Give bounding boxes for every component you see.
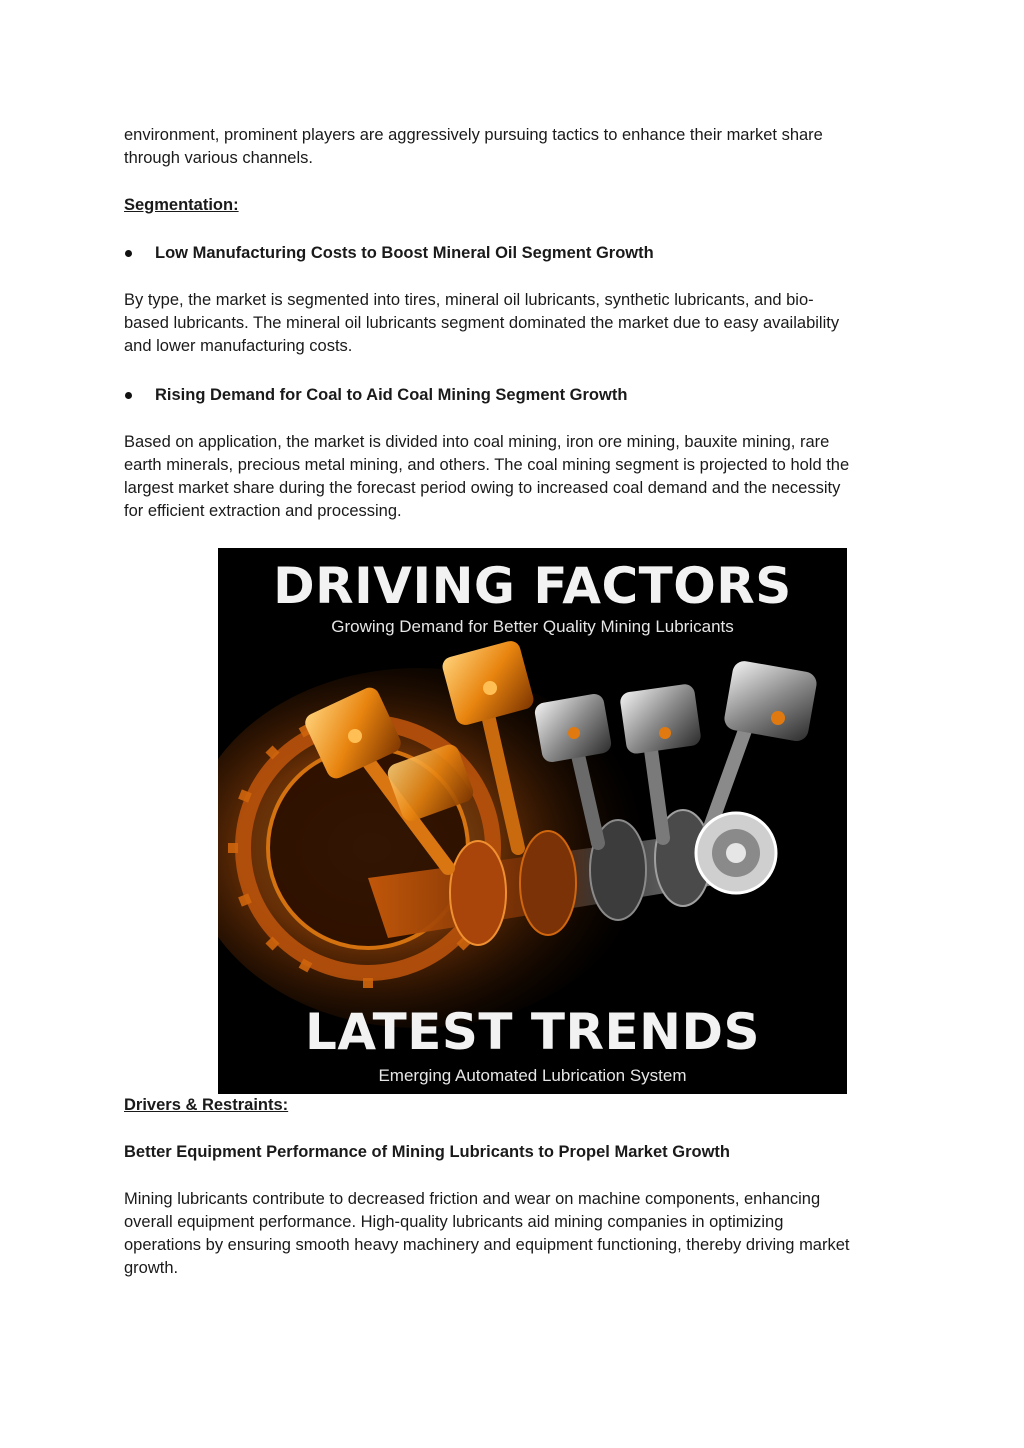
drivers-line-4: growth. — [124, 1259, 179, 1277]
intro-line-2: through various channels. — [124, 149, 313, 167]
small-gear-icon — [696, 813, 776, 893]
type-line-1: By type, the market is segmented into tires, mineral oil lubricants, synthetic lubricants, and bio- — [124, 291, 814, 309]
type-line-2: based lubricants. The mineral oil lubricants segment dominated the market due to easy availability — [124, 314, 840, 332]
type-paragraph — [124, 289, 904, 358]
graphic-subtitle-bottom: Emerging Automated Lubrication System — [378, 1066, 687, 1085]
bullet-icon — [125, 392, 132, 399]
application-line-4: for efficient extraction and processing. — [124, 502, 402, 520]
drivers-line-1: Mining lubricants contribute to decreased friction and wear on machine components, enhancing — [124, 1190, 821, 1208]
drivers-line-3: operations by ensuring smooth heavy machinery and equipment functioning, thereby driving market — [124, 1236, 850, 1254]
drivers-line-2: overall equipment performance. High-quality lubricants aid mining companies in optimizing — [124, 1213, 784, 1231]
driving-factors-graphic — [218, 548, 847, 1094]
application-line-1: Based on application, the market is divided into coal mining, iron ore mining, bauxite mining, rare — [124, 433, 830, 451]
bullet-icon — [125, 250, 132, 257]
graphic-title-bottom: LATEST TRENDS — [304, 1003, 761, 1061]
application-line-3: largest market share during the forecast period owing to increased coal demand and the necessity — [124, 479, 841, 497]
segmentation-heading: Segmentation: — [124, 196, 239, 214]
drivers-heading: Drivers & Restraints: — [124, 1096, 289, 1114]
intro-line-1: environment, prominent players are aggressively pursuing tactics to enhance their market share — [124, 126, 823, 144]
drivers-paragraph — [124, 1188, 904, 1280]
intro-paragraph — [124, 124, 904, 170]
piston-silver-3 — [723, 659, 819, 743]
piston-silver-1 — [533, 692, 612, 763]
piston-silver-2 — [619, 683, 702, 755]
bullet-text: Low Manufacturing Costs to Boost Mineral Oil Segment Growth — [155, 244, 654, 262]
graphic-subtitle-top: Growing Demand for Better Quality Mining Lubricants — [331, 617, 734, 636]
application-line-2: earth minerals, precious metal mining, and others. The coal mining segment is projected to hold the — [124, 456, 850, 474]
bullet-text: Rising Demand for Coal to Aid Coal Mining Segment Growth — [155, 386, 628, 404]
bullet-item-mineral-oil — [124, 242, 904, 265]
type-line-3: and lower manufacturing costs. — [124, 337, 353, 355]
graphic-title-top: DRIVING FACTORS — [273, 557, 792, 615]
bullet-item-coal-mining — [124, 384, 904, 407]
application-paragraph — [124, 431, 904, 523]
drivers-subheading: Better Equipment Performance of Mining Lubricants to Propel Market Growth — [124, 1143, 730, 1161]
